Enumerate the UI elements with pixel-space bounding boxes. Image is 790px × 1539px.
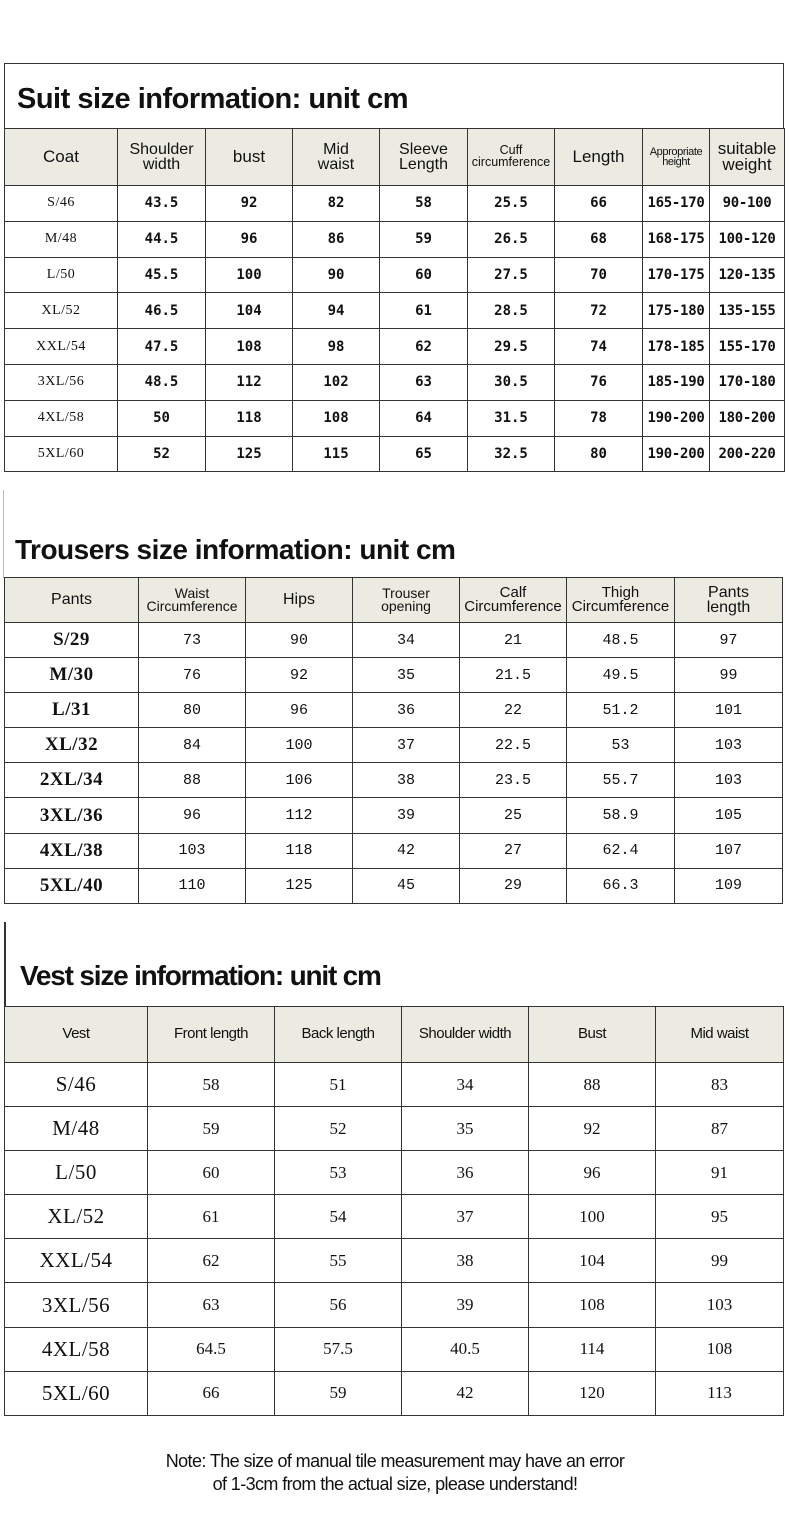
column-header xyxy=(139,578,246,623)
header-text: Sleeve xyxy=(399,140,448,158)
column-header xyxy=(643,129,710,186)
table-row xyxy=(5,728,783,763)
measurement-cell: 45.5 xyxy=(118,257,206,293)
suit-section-title: Suit size information: unit cm xyxy=(17,83,409,115)
measurement-cell: 52 xyxy=(275,1107,402,1151)
size-label-cell: 4XL/58 xyxy=(5,400,118,436)
measurement-cell: 98 xyxy=(293,329,380,365)
measurement-cell: 52 xyxy=(118,436,206,472)
measurement-cell: 48.5 xyxy=(567,623,675,658)
header-text: Pants xyxy=(708,583,749,601)
header-text: Appropriate xyxy=(649,145,703,158)
measurement-cell: 155-170 xyxy=(710,329,785,365)
size-label-cell: XL/52 xyxy=(5,1195,148,1239)
size-label-cell: XXL/54 xyxy=(5,1239,148,1283)
measurement-cell: 38 xyxy=(353,763,460,798)
measurement-cell: 91 xyxy=(656,1151,784,1195)
measurement-cell: 59 xyxy=(148,1107,275,1151)
measurement-cell: 27 xyxy=(460,833,567,868)
measurement-cell: 31.5 xyxy=(468,400,555,436)
table-row xyxy=(5,1283,784,1327)
table-row xyxy=(5,1239,784,1283)
table-row xyxy=(5,833,783,868)
measurement-cell: 39 xyxy=(402,1283,529,1327)
column-header xyxy=(246,578,353,623)
measurement-cell: 64 xyxy=(380,400,468,436)
measurement-cell: 76 xyxy=(139,658,246,693)
note-line: of 1-3cm from the actual size, please understand! xyxy=(212,1474,578,1494)
measurement-cell: 200-220 xyxy=(710,436,785,472)
measurement-cell: 72 xyxy=(555,293,643,329)
size-label-cell: 3XL/36 xyxy=(5,798,139,833)
measurement-cell: 68 xyxy=(555,221,643,257)
measurement-cell: 47.5 xyxy=(118,329,206,365)
measurement-cell: 44.5 xyxy=(118,221,206,257)
table-row xyxy=(5,763,783,798)
measurement-cell: 40.5 xyxy=(402,1327,529,1371)
suit-size-table xyxy=(4,128,785,472)
measurement-cell: 70 xyxy=(555,257,643,293)
measurement-cell: 66.3 xyxy=(567,868,675,903)
measurement-cell: 62 xyxy=(148,1239,275,1283)
measurement-cell: 78 xyxy=(555,400,643,436)
measurement-cell: 21 xyxy=(460,623,567,658)
header-text: width xyxy=(142,156,181,173)
size-label-cell: L/31 xyxy=(5,693,139,728)
measurement-cell: 62.4 xyxy=(567,833,675,868)
header-text: weight xyxy=(722,155,772,174)
column-header xyxy=(460,578,567,623)
measurement-cell: 86 xyxy=(293,221,380,257)
column-header xyxy=(5,1007,148,1063)
header-text: Circumference xyxy=(146,598,238,614)
measurement-cell: 60 xyxy=(148,1151,275,1195)
table-row xyxy=(5,1371,784,1415)
header-text: Cuff xyxy=(499,143,523,158)
measurement-cell: 82 xyxy=(293,186,380,222)
measurement-cell: 48.5 xyxy=(118,364,206,400)
measurement-cell: 185-190 xyxy=(643,364,710,400)
measurement-cell: 59 xyxy=(380,221,468,257)
note-line: Note: The size of manual tile measurement may have an error xyxy=(165,1451,625,1471)
measurement-cell: 32.5 xyxy=(468,436,555,472)
size-label-cell: M/48 xyxy=(5,221,118,257)
trousers-section-title: Trousers size information: unit cm xyxy=(15,534,456,565)
measurement-cell: 83 xyxy=(656,1063,784,1107)
measurement-cell: 170-180 xyxy=(710,364,785,400)
size-label-cell: S/46 xyxy=(5,1063,148,1107)
measurement-cell: 90 xyxy=(246,623,353,658)
size-label-cell: 4XL/38 xyxy=(5,833,139,868)
table-row xyxy=(5,186,785,222)
table-row xyxy=(5,658,783,693)
measurement-cell: 135-155 xyxy=(710,293,785,329)
measurement-cell: 125 xyxy=(246,868,353,903)
column-header xyxy=(275,1007,402,1063)
measurement-cell: 43.5 xyxy=(118,186,206,222)
header-text: waist xyxy=(317,156,355,173)
measurement-cell: 88 xyxy=(139,763,246,798)
measurement-cell: 108 xyxy=(656,1327,784,1371)
measurement-cell: 84 xyxy=(139,728,246,763)
suit-header-row xyxy=(5,129,785,186)
measurement-cell: 28.5 xyxy=(468,293,555,329)
measurement-cell: 90 xyxy=(293,257,380,293)
column-header xyxy=(5,129,118,186)
measurement-cell: 102 xyxy=(293,364,380,400)
header-text: opening xyxy=(381,598,431,614)
measurement-cell: 92 xyxy=(206,186,293,222)
vest-section-title: Vest size information: unit cm xyxy=(20,960,381,991)
table-row xyxy=(5,436,785,472)
measurement-cell: 60 xyxy=(380,257,468,293)
measurement-cell: 64.5 xyxy=(148,1327,275,1371)
column-header xyxy=(656,1007,784,1063)
measurement-cell: 110 xyxy=(139,868,246,903)
measurement-cell: 35 xyxy=(402,1107,529,1151)
table-row xyxy=(5,1107,784,1151)
measurement-cell: 118 xyxy=(246,833,353,868)
header-text: Bust xyxy=(577,1025,606,1043)
size-label-cell: L/50 xyxy=(5,1151,148,1195)
header-text: Waist xyxy=(174,584,210,601)
measurement-cell: 190-200 xyxy=(643,436,710,472)
measurement-cell: 103 xyxy=(675,763,783,798)
column-header xyxy=(148,1007,275,1063)
table-row xyxy=(5,400,785,436)
measurement-cell: 76 xyxy=(555,364,643,400)
measurement-cell: 25.5 xyxy=(468,186,555,222)
header-text: Length xyxy=(399,156,448,173)
header-text: suitable xyxy=(717,138,777,158)
column-header xyxy=(5,578,139,623)
measurement-cell: 49.5 xyxy=(567,658,675,693)
size-label-cell: 3XL/56 xyxy=(5,364,118,400)
size-label-cell: 5XL/60 xyxy=(5,436,118,472)
measurement-cell: 113 xyxy=(656,1371,784,1415)
header-text: Trouser xyxy=(382,584,430,601)
header-text: Circumference xyxy=(571,598,670,615)
trousers-header-row xyxy=(5,578,783,623)
measurement-note xyxy=(0,1450,790,1496)
measurement-cell: 39 xyxy=(353,798,460,833)
measurement-cell: 175-180 xyxy=(643,293,710,329)
measurement-cell: 99 xyxy=(675,658,783,693)
measurement-cell: 103 xyxy=(656,1283,784,1327)
column-header xyxy=(567,578,675,623)
measurement-cell: 96 xyxy=(139,798,246,833)
measurement-cell: 103 xyxy=(675,728,783,763)
measurement-cell: 90-100 xyxy=(710,186,785,222)
measurement-cell: 94 xyxy=(293,293,380,329)
table-row xyxy=(5,221,785,257)
trousers-size-table xyxy=(4,577,783,904)
measurement-cell: 115 xyxy=(293,436,380,472)
measurement-cell: 88 xyxy=(529,1063,656,1107)
measurement-cell: 96 xyxy=(246,693,353,728)
measurement-cell: 61 xyxy=(380,293,468,329)
measurement-cell: 114 xyxy=(529,1327,656,1371)
measurement-cell: 99 xyxy=(656,1239,784,1283)
measurement-cell: 95 xyxy=(656,1195,784,1239)
measurement-cell: 27.5 xyxy=(468,257,555,293)
size-label-cell: 4XL/58 xyxy=(5,1327,148,1371)
measurement-cell: 56 xyxy=(275,1283,402,1327)
header-text: length xyxy=(706,599,751,616)
column-header xyxy=(353,578,460,623)
measurement-cell: 190-200 xyxy=(643,400,710,436)
measurement-cell: 38 xyxy=(402,1239,529,1283)
measurement-cell: 23.5 xyxy=(460,763,567,798)
measurement-cell: 96 xyxy=(529,1151,656,1195)
column-header xyxy=(118,129,206,186)
measurement-cell: 80 xyxy=(555,436,643,472)
size-label-cell: XXL/54 xyxy=(5,329,118,365)
measurement-cell: 29.5 xyxy=(468,329,555,365)
vest-table-body xyxy=(5,1063,784,1416)
header-text: Circumference xyxy=(464,598,562,615)
table-row xyxy=(5,364,785,400)
measurement-cell: 80 xyxy=(139,693,246,728)
suit-table-body xyxy=(5,186,785,472)
measurement-cell: 165-170 xyxy=(643,186,710,222)
measurement-cell: 100 xyxy=(246,728,353,763)
column-header xyxy=(468,129,555,186)
measurement-cell: 55.7 xyxy=(567,763,675,798)
header-text: Back length xyxy=(301,1025,375,1043)
table-row xyxy=(5,868,783,903)
size-label-cell: 2XL/34 xyxy=(5,763,139,798)
measurement-cell: 30.5 xyxy=(468,364,555,400)
size-label-cell: 5XL/60 xyxy=(5,1371,148,1415)
measurement-cell: 104 xyxy=(529,1239,656,1283)
measurement-cell: 53 xyxy=(275,1151,402,1195)
measurement-cell: 65 xyxy=(380,436,468,472)
header-text: Calf xyxy=(499,583,527,601)
measurement-cell: 61 xyxy=(148,1195,275,1239)
header-text: Thigh xyxy=(601,583,640,601)
column-header xyxy=(402,1007,529,1063)
column-header xyxy=(555,129,643,186)
measurement-cell: 50 xyxy=(118,400,206,436)
divider xyxy=(3,490,4,578)
measurement-cell: 57.5 xyxy=(275,1327,402,1371)
measurement-cell: 66 xyxy=(555,186,643,222)
measurement-cell: 108 xyxy=(206,329,293,365)
suit-size-section xyxy=(0,63,790,473)
measurement-cell: 36 xyxy=(353,693,460,728)
column-header xyxy=(293,129,380,186)
size-label-cell: S/29 xyxy=(5,623,139,658)
size-label-cell: 5XL/40 xyxy=(5,868,139,903)
header-text: Shoulder xyxy=(129,140,194,158)
measurement-cell: 170-175 xyxy=(643,257,710,293)
header-text: Hips xyxy=(282,591,315,609)
table-row xyxy=(5,693,783,728)
column-header xyxy=(675,578,783,623)
header-text: Mid xyxy=(323,140,349,158)
header-text: Front length xyxy=(173,1025,249,1043)
measurement-cell: 29 xyxy=(460,868,567,903)
trousers-table-body xyxy=(5,623,783,904)
measurement-cell: 109 xyxy=(675,868,783,903)
column-header xyxy=(206,129,293,186)
measurement-cell: 66 xyxy=(148,1371,275,1415)
size-label-cell: XL/52 xyxy=(5,293,118,329)
measurement-cell: 55 xyxy=(275,1239,402,1283)
measurement-cell: 59 xyxy=(275,1371,402,1415)
column-header xyxy=(710,129,785,186)
header-text: Mid waist xyxy=(690,1025,749,1043)
measurement-cell: 46.5 xyxy=(118,293,206,329)
measurement-cell: 180-200 xyxy=(710,400,785,436)
measurement-cell: 92 xyxy=(529,1107,656,1151)
header-text: circumference xyxy=(471,155,551,169)
measurement-cell: 58 xyxy=(148,1063,275,1107)
measurement-cell: 105 xyxy=(675,798,783,833)
measurement-cell: 74 xyxy=(555,329,643,365)
measurement-cell: 178-185 xyxy=(643,329,710,365)
measurement-cell: 112 xyxy=(206,364,293,400)
measurement-cell: 37 xyxy=(402,1195,529,1239)
measurement-cell: 25 xyxy=(460,798,567,833)
measurement-cell: 58.9 xyxy=(567,798,675,833)
header-text: Coat xyxy=(43,146,79,166)
measurement-cell: 106 xyxy=(246,763,353,798)
size-label-cell: S/46 xyxy=(5,186,118,222)
table-row xyxy=(5,257,785,293)
header-text: Pants xyxy=(51,591,92,609)
measurement-cell: 37 xyxy=(353,728,460,763)
measurement-cell: 51 xyxy=(275,1063,402,1107)
measurement-cell: 92 xyxy=(246,658,353,693)
table-row xyxy=(5,798,783,833)
measurement-cell: 104 xyxy=(206,293,293,329)
table-row xyxy=(5,1195,784,1239)
measurement-cell: 22.5 xyxy=(460,728,567,763)
measurement-cell: 45 xyxy=(353,868,460,903)
table-row xyxy=(5,293,785,329)
table-row xyxy=(5,329,785,365)
measurement-cell: 42 xyxy=(402,1371,529,1415)
measurement-cell: 100-120 xyxy=(710,221,785,257)
measurement-cell: 168-175 xyxy=(643,221,710,257)
measurement-cell: 36 xyxy=(402,1151,529,1195)
measurement-cell: 100 xyxy=(529,1195,656,1239)
vest-header-row xyxy=(5,1007,784,1063)
table-row xyxy=(5,623,783,658)
vest-size-table xyxy=(4,1006,784,1416)
measurement-cell: 63 xyxy=(380,364,468,400)
measurement-cell: 34 xyxy=(353,623,460,658)
size-label-cell: L/50 xyxy=(5,257,118,293)
measurement-cell: 51.2 xyxy=(567,693,675,728)
measurement-cell: 73 xyxy=(139,623,246,658)
measurement-cell: 58 xyxy=(380,186,468,222)
size-label-cell: 3XL/56 xyxy=(5,1283,148,1327)
measurement-cell: 35 xyxy=(353,658,460,693)
measurement-cell: 26.5 xyxy=(468,221,555,257)
measurement-cell: 107 xyxy=(675,833,783,868)
column-header xyxy=(529,1007,656,1063)
header-text: Vest xyxy=(62,1025,90,1043)
measurement-cell: 87 xyxy=(656,1107,784,1151)
trousers-size-section xyxy=(0,490,790,910)
table-row xyxy=(5,1151,784,1195)
measurement-cell: 34 xyxy=(402,1063,529,1107)
measurement-cell: 62 xyxy=(380,329,468,365)
measurement-cell: 125 xyxy=(206,436,293,472)
measurement-cell: 112 xyxy=(246,798,353,833)
measurement-cell: 96 xyxy=(206,221,293,257)
measurement-cell: 118 xyxy=(206,400,293,436)
measurement-cell: 108 xyxy=(293,400,380,436)
measurement-cell: 63 xyxy=(148,1283,275,1327)
size-label-cell: XL/32 xyxy=(5,728,139,763)
table-row xyxy=(5,1063,784,1107)
measurement-cell: 108 xyxy=(529,1283,656,1327)
header-text: Length xyxy=(572,146,625,166)
size-label-cell: M/30 xyxy=(5,658,139,693)
header-text: bust xyxy=(232,146,266,166)
measurement-cell: 54 xyxy=(275,1195,402,1239)
measurement-cell: 120-135 xyxy=(710,257,785,293)
measurement-cell: 97 xyxy=(675,623,783,658)
measurement-cell: 120 xyxy=(529,1371,656,1415)
measurement-cell: 42 xyxy=(353,833,460,868)
measurement-cell: 103 xyxy=(139,833,246,868)
header-text: Shoulder width xyxy=(418,1025,512,1043)
vest-size-section xyxy=(0,922,790,1422)
column-header xyxy=(380,129,468,186)
measurement-cell: 101 xyxy=(675,693,783,728)
table-row xyxy=(5,1327,784,1371)
measurement-cell: 53 xyxy=(567,728,675,763)
size-label-cell: M/48 xyxy=(5,1107,148,1151)
measurement-cell: 22 xyxy=(460,693,567,728)
divider xyxy=(4,922,6,1007)
header-text: height xyxy=(662,156,690,168)
measurement-cell: 100 xyxy=(206,257,293,293)
measurement-cell: 21.5 xyxy=(460,658,567,693)
